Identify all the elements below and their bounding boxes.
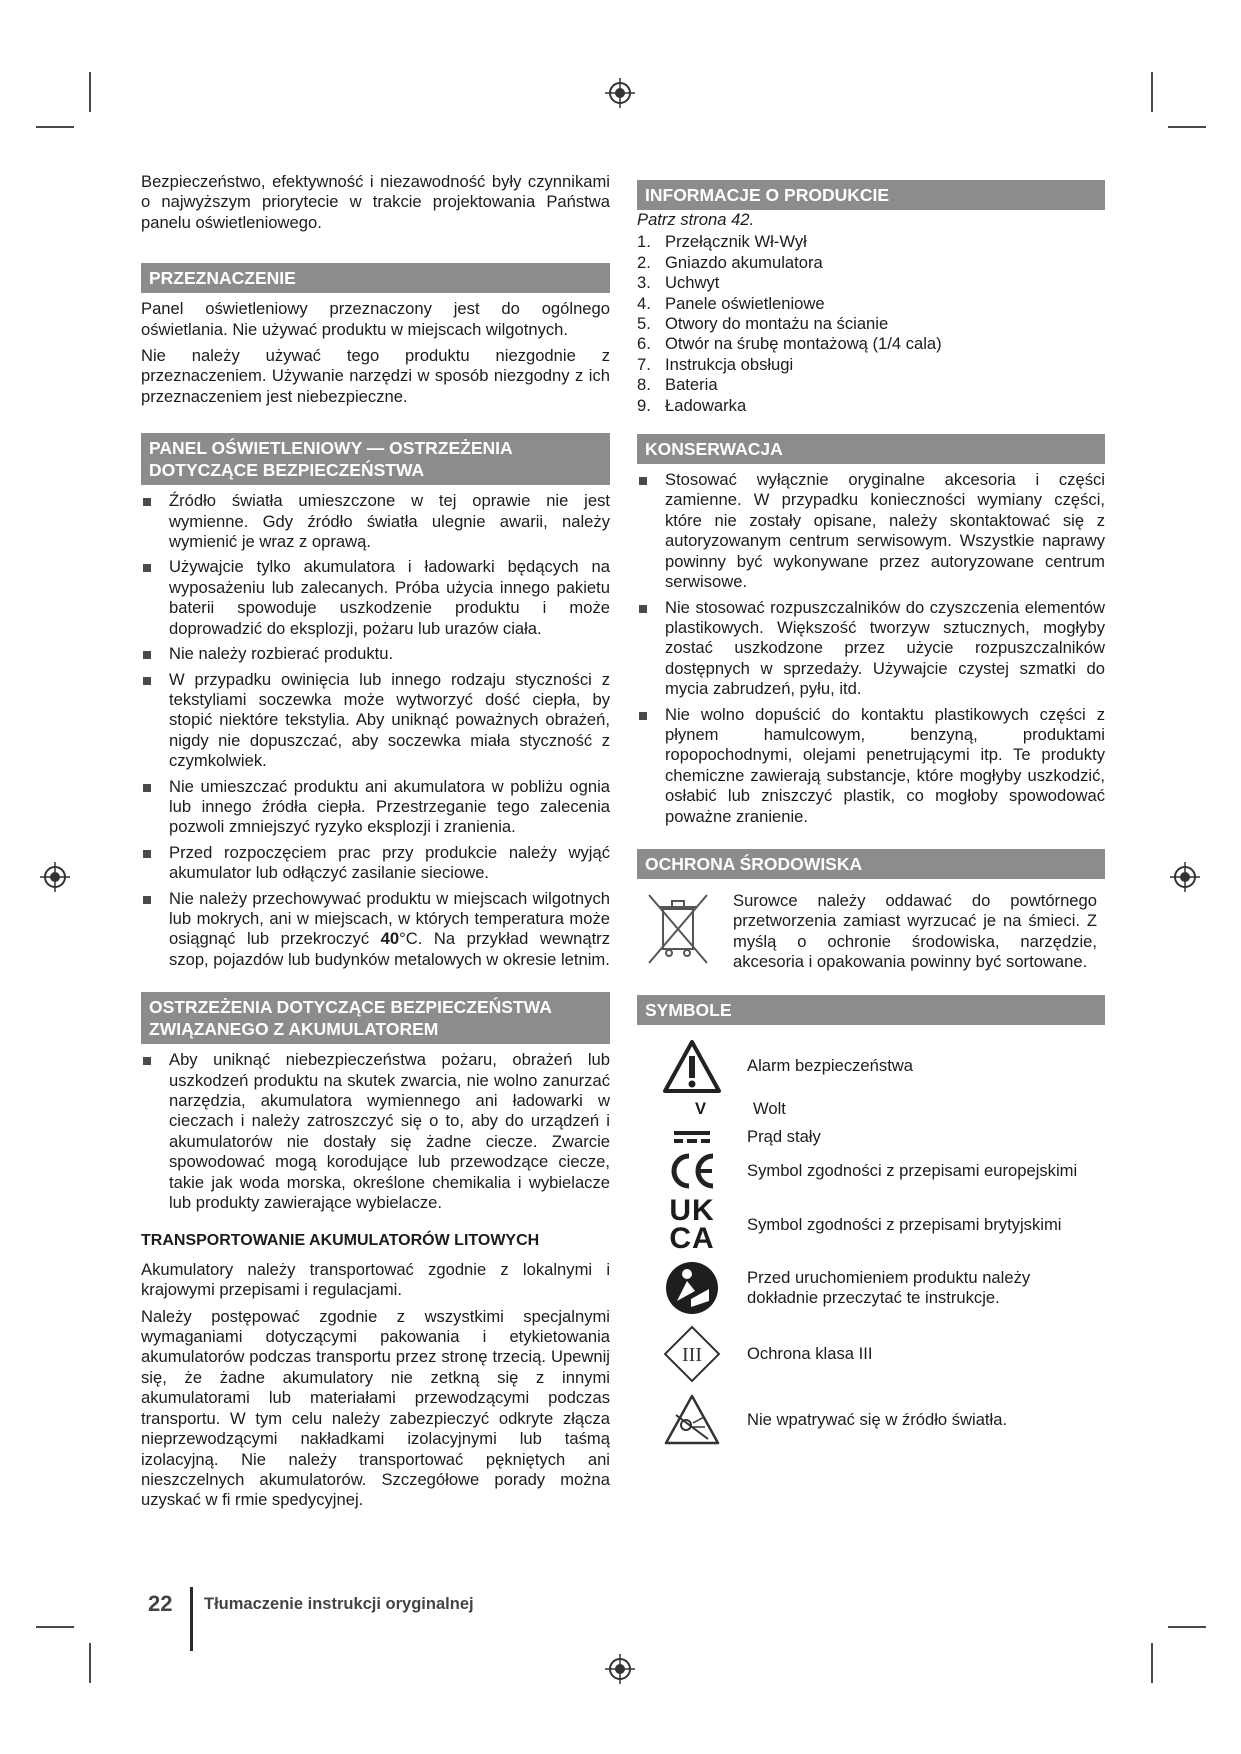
- section-header-symbols: SYMBOLE: [637, 995, 1105, 1025]
- symbol-desc: Ochrona klasa III: [747, 1344, 873, 1364]
- list-item: 6. Otwór na śrubę montażową (1/4 cala): [637, 334, 942, 354]
- list-item: Nie należy przechowywać produktu w miejscach wilgotnych lub mokrych, ani w miejscach, w których temperatura może osiągnąć lub przekroczyć 40°C. Na przykład wewnątrz szop, pojazdów lub budynków metalowych w okresie letnim.: [141, 889, 610, 971]
- registration-mark-icon: [1168, 860, 1202, 894]
- registration-mark-icon: [603, 1652, 637, 1686]
- environment-block: [637, 889, 1105, 973]
- environment-text: Surowce należy oddawać do powtórnego przetworzenia zamiast wyrzucać je na śmieci. Z myślą o ochronie środowiska, narzędzie, akcesoria i opakowania powinny być sortowane.: [733, 890, 1097, 972]
- bullet-icon: [143, 850, 151, 858]
- transport-heading: TRANSPORTOWANIE AKUMULATORÓW LITOWYCH: [141, 1232, 540, 1250]
- list-item: Nie umieszczać produktu ani akumulatora w pobliżu ognia lub innego źródła ciepła. Przestrzeganie tego zalecenia pozwoli zmniejszyć ryzyko eksplozji i zranienia.: [141, 777, 610, 838]
- bullet-icon: [143, 784, 151, 792]
- crop-mark: [1168, 1626, 1206, 1628]
- list-item: 3. Uchwyt: [637, 273, 720, 293]
- list-item: 1. Przełącznik Wł-Wył: [637, 232, 807, 252]
- list-item: 7. Instrukcja obsługi: [637, 354, 794, 374]
- list-item: 8. Bateria: [637, 375, 718, 395]
- bullet-icon: [639, 477, 647, 485]
- crop-mark: [1151, 1643, 1153, 1683]
- crossed-out-bin-icon: [645, 891, 711, 967]
- right-column: [637, 180, 1105, 1453]
- list-item: 2. Gniazdo akumulatora: [637, 252, 823, 272]
- symbol-row-alarm: [637, 1039, 1105, 1095]
- footer-text: Tłumaczenie instrukcji oryginalnej: [204, 1595, 474, 1613]
- list-item: Nie stosować rozpuszczalników do czyszczenia elementów plastikowych. Większość tworzyw sztucznych, mogłyby zostać uszkodzone przez użycie rozpuszczalników dostępnych w sprzedaży. Używajcie czystej szmatki do mycia zabrudzeń, pyłu, itd.: [637, 598, 1105, 700]
- symbol-row-ukca: [637, 1194, 1105, 1256]
- bullet-icon: [143, 677, 151, 685]
- bullet-icon: [143, 498, 151, 506]
- section-header-panel-warnings: PANEL OŚWIETLENIOWY — OSTRZEŻENIA DOTYCZĄCE BEZPIECZEŃSTWA: [141, 433, 610, 485]
- list-item: Stosować wyłącznie oryginalne akcesoria i części zamienne. W przypadku konieczności wymiany części, które nie zostały opisane, należy skontaktować się z autoryzowanym centrum serwisowym. Wszystkie naprawy powinny być wykonywane przez autoryzowane centrum serwisowe.: [637, 470, 1105, 592]
- battery-warnings-list: [141, 1050, 610, 1213]
- paragraph: Nie należy używać tego produktu niezgodnie z przeznaczeniem. Używanie narzędzi w sposób niezgodny z ich przeznaczeniem jest niebezpieczne.: [141, 346, 610, 406]
- list-item: Używajcie tylko akumulatora i ładowarki będących na wyposażeniu lub zalecanych. Próba użycia innego pakietu baterii spowoduje uszkodzenie produktu i może doprowadzić do eksplozji, pożaru lub urazów ciała.: [141, 557, 610, 639]
- list-item: 4. Panele oświetleniowe: [637, 293, 825, 313]
- crop-mark: [36, 126, 74, 128]
- symbol-row-no-stare: [637, 1393, 1105, 1447]
- page-number: 22: [148, 1591, 173, 1616]
- registration-mark-icon: [38, 860, 72, 894]
- bullet-icon: [639, 605, 647, 613]
- symbol-row-manual: [637, 1261, 1105, 1315]
- see-page-note: Patrz strona 42.: [637, 210, 755, 229]
- symbol-row-class3: [637, 1325, 1105, 1383]
- list-item: W przypadku owinięcia lub innego rodzaju styczności z tekstyliami soczewka może wytworzyć dość ciepła, by stopić niektóre tekstylia. Aby uniknąć poważnych obrażeń, nigdy nie dopuszczać, aby soczewka miała styczność z czymkolwiek.: [141, 670, 610, 772]
- class-iii-icon: [663, 1325, 721, 1383]
- svg-text:III: III: [682, 1344, 702, 1367]
- bullet-icon: [143, 651, 151, 659]
- registration-mark-icon: [603, 76, 637, 110]
- list-item: Nie należy rozbierać produktu.: [141, 644, 610, 664]
- symbol-desc: Symbol zgodności z przepisami europejskimi: [747, 1161, 1078, 1181]
- crop-mark: [1168, 126, 1206, 128]
- bullet-icon: [143, 1057, 151, 1065]
- intro-text: Bezpieczeństwo, efektywność i niezawodność były czynnikami o najwyższym priorytecie w trakcie projektowania Państwa panelu oświetleniowego.: [141, 172, 610, 232]
- list-item: 9. Ładowarka: [637, 395, 747, 415]
- symbol-desc: Nie wpatrywać się w źródło światła.: [747, 1410, 1008, 1430]
- list-item: Przed rozpoczęciem prac przy produkcie należy wyjąć akumulator lub odłączyć zasilanie sieciowe.: [141, 843, 610, 884]
- bullet-icon: [143, 564, 151, 572]
- section-header-environment: OCHRONA ŚRODOWISKA: [637, 849, 1105, 879]
- paragraph: Panel oświetleniowy przeznaczony jest do ogólnego oświetlania. Nie używać produktu w miejscach wilgotnych.: [141, 299, 610, 339]
- section-header-przeznaczenie: PRZEZNACZENIE: [141, 263, 610, 293]
- paragraph: Należy postępować zgodnie z wszystkimi specjalnymi wymaganiami dotyczącymi pakowania i etykietowania akumulatorów podczas transportu przez stronę trzecią. Upewnij się, że żadne akumulatory nie zetkną się z innymi akumulatorami lub materiałami przewodzącymi podczas transportu. W tym celu należy zabezpieczyć odkryte złącza nieprzewodzącymi nakładkami izolacyjnymi lub taśmą izolacyjną. Nie należy transportować pękniętych ani nieszczelnych akumulatorów. Szczegółowe porady można uzyskać w fi rmie spedycyjnej.: [141, 1306, 610, 1510]
- symbol-row-volt: [637, 1099, 1105, 1119]
- symbol-row-ce: [637, 1151, 1105, 1191]
- symbol-row-dc: [637, 1127, 1105, 1147]
- symbol-desc: Przed uruchomieniem produktu należy dokładnie przeczytać te instrukcje.: [747, 1268, 1031, 1308]
- symbol-desc: Prąd stały: [747, 1127, 821, 1146]
- left-column: [141, 172, 610, 1517]
- bullet-icon: [143, 896, 151, 904]
- direct-current-icon: [673, 1129, 711, 1145]
- read-manual-icon: [665, 1261, 719, 1315]
- crop-mark: [36, 1626, 74, 1628]
- section-header-maintenance: KONSERWACJA: [637, 434, 1105, 464]
- list-item: Aby uniknąć niebezpieczeństwa pożaru, obrażeń lub uszkodzeń produktu na skutek zwarcia, nie wolno zanurzać narzędzia, akumulatora wymiennego ani ładowarki w cieczach i należy zatroszczyć się o to, aby do urządzeń i akumulatorów nie dostały się żadne ciecze. Zwarcie spowodować mogą korodujące lub przewodzące ciecze, takie jak woda morska, określone chemikalia i wybielacze lub produkty zawierające wybielacze.: [141, 1050, 610, 1213]
- crop-mark: [89, 72, 91, 112]
- crop-mark: [1151, 72, 1153, 112]
- list-item: 5. Otwory do montażu na ścianie: [637, 314, 889, 334]
- warning-triangle-icon: [662, 1039, 722, 1095]
- symbol-desc: Wolt: [753, 1098, 786, 1118]
- crop-mark: [89, 1643, 91, 1683]
- paragraph: Akumulatory należy transportować zgodnie z lokalnymi i krajowymi przepisami i regulacjami.: [141, 1259, 610, 1300]
- do-not-stare-icon: [664, 1393, 720, 1447]
- bullet-icon: [639, 712, 647, 720]
- maintenance-list: [637, 470, 1105, 827]
- volt-symbol: V: [695, 1098, 707, 1118]
- list-item: Źródło światła umieszczone w tej oprawie nie jest wymienne. Gdy źródło światła ulegnie awarii, należy wymienić je wraz z oprawą.: [141, 491, 610, 552]
- panel-warnings-list: [141, 491, 610, 970]
- ukca-mark-icon: UK CA: [669, 1194, 715, 1256]
- section-header-product-info: INFORMACJE O PRODUKCIE: [637, 180, 1105, 210]
- parts-list: [637, 232, 1105, 416]
- symbol-desc: Alarm bezpieczeństwa: [747, 1056, 914, 1076]
- section-header-battery-warnings: OSTRZEŻENIA DOTYCZĄCE BEZPIECZEŃSTWA ZWIĄZANEGO Z AKUMULATOREM: [141, 992, 610, 1044]
- symbol-desc: Symbol zgodności z przepisami brytyjskimi: [747, 1215, 1062, 1235]
- list-item: Nie wolno dopuścić do kontaktu plastikowych części z płynem hamulcowym, benzyną, produktami ropopochodnymi, olejami penetrującymi itp. Te produkty chemiczne zawierają substancje, które mogłyby uszkodzić, osłabić lub zniszczyć plastik, co mogłoby spowodować poważne zranienie.: [637, 705, 1105, 827]
- footer-divider: [190, 1587, 193, 1651]
- ce-mark-icon: [667, 1151, 717, 1191]
